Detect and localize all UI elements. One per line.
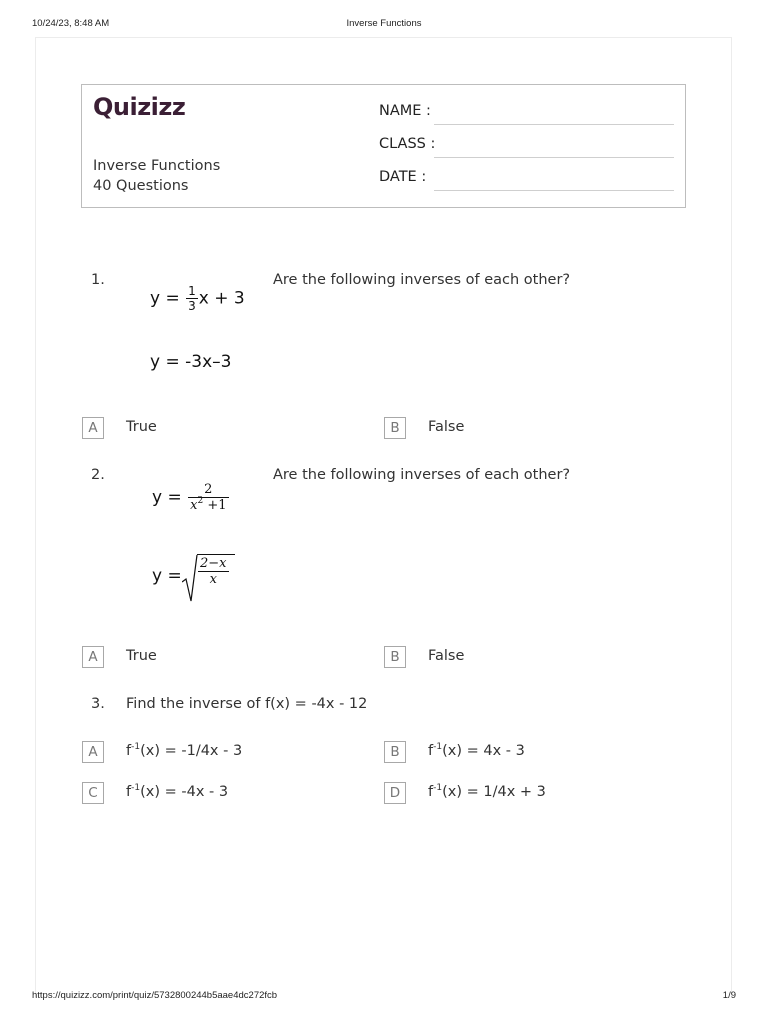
question-count: 40 Questions bbox=[93, 178, 189, 194]
name-field[interactable] bbox=[379, 101, 674, 125]
name-line[interactable] bbox=[434, 124, 674, 125]
fraction-numerator: 2 bbox=[204, 482, 213, 497]
option-text-a: True bbox=[126, 419, 157, 435]
option-box-a[interactable]: A bbox=[82, 741, 104, 763]
question-prompt: Are the following inverses of each other? bbox=[273, 467, 571, 483]
print-header bbox=[32, 18, 736, 32]
option-expression: (x) = -1/4x - 3 bbox=[140, 743, 243, 759]
option-text-b bbox=[428, 743, 525, 759]
fraction-denominator bbox=[188, 497, 228, 513]
option-text-a: True bbox=[126, 648, 157, 664]
fraction-denominator: 3 bbox=[188, 299, 196, 313]
denominator-rest: +1 bbox=[203, 498, 227, 513]
option-box-b[interactable]: B bbox=[384, 646, 406, 668]
question-number: 3. bbox=[91, 696, 105, 712]
function-name: f bbox=[126, 743, 132, 759]
worksheet-header-box bbox=[81, 84, 686, 208]
equation-2a bbox=[152, 482, 230, 513]
option-box-a[interactable]: A bbox=[82, 646, 104, 668]
fraction bbox=[198, 556, 229, 587]
question-number: 2. bbox=[91, 467, 105, 483]
fraction-denominator: x bbox=[198, 571, 229, 587]
question-number: 1. bbox=[91, 272, 105, 288]
date-field[interactable] bbox=[379, 167, 674, 191]
function-name: f bbox=[126, 784, 132, 800]
fraction bbox=[186, 284, 198, 313]
option-box-d[interactable]: D bbox=[384, 782, 406, 804]
inverse-exponent: -1 bbox=[131, 742, 141, 752]
function-name: f bbox=[428, 743, 434, 759]
option-text-b: False bbox=[428, 648, 465, 664]
date-label: DATE : bbox=[379, 169, 427, 185]
print-title: Inverse Functions bbox=[346, 18, 422, 29]
question-prompt: Find the inverse of f(x) = -4x - 12 bbox=[126, 696, 368, 712]
denominator-exponent: 2 bbox=[197, 496, 204, 506]
inverse-exponent: -1 bbox=[433, 783, 443, 793]
class-field[interactable] bbox=[379, 134, 674, 158]
equation-1b: y = -3x–3 bbox=[150, 352, 232, 372]
class-label: CLASS : bbox=[379, 136, 436, 152]
option-box-c[interactable]: C bbox=[82, 782, 104, 804]
equation-lhs: y = bbox=[152, 487, 182, 508]
inverse-exponent: -1 bbox=[433, 742, 443, 752]
inverse-exponent: -1 bbox=[131, 783, 141, 793]
radical-sign bbox=[182, 554, 198, 604]
option-text-c bbox=[126, 784, 228, 800]
option-text-b: False bbox=[428, 419, 465, 435]
radical-bar bbox=[197, 554, 235, 555]
option-box-b[interactable]: B bbox=[384, 741, 406, 763]
equation-1a bbox=[150, 284, 245, 313]
quizizz-logo: Quizizz bbox=[93, 93, 186, 121]
print-url[interactable]: https://quizizz.com/print/quiz/5732800244b5aae4dc272fcb bbox=[32, 990, 278, 1001]
equation-rest: x + 3 bbox=[198, 288, 245, 309]
option-expression: (x) = 1/4x + 3 bbox=[442, 784, 546, 800]
option-box-a[interactable]: A bbox=[82, 417, 104, 439]
class-line[interactable] bbox=[434, 157, 674, 158]
name-label: NAME : bbox=[379, 103, 431, 119]
print-datetime: 10/24/23, 8:48 AM bbox=[32, 18, 110, 29]
equation-lhs: y = bbox=[150, 288, 180, 309]
option-expression: (x) = 4x - 3 bbox=[442, 743, 525, 759]
print-page-number: 1/9 bbox=[722, 990, 736, 1001]
option-text-d bbox=[428, 784, 546, 800]
denominator-variable: x bbox=[190, 498, 198, 513]
fraction-numerator: 1 bbox=[188, 284, 196, 298]
question-prompt: Are the following inverses of each other? bbox=[273, 272, 571, 288]
equation-lhs: y = bbox=[152, 566, 182, 586]
date-line[interactable] bbox=[434, 190, 674, 191]
fraction bbox=[188, 482, 228, 513]
option-text-a bbox=[126, 743, 242, 759]
option-box-b[interactable]: B bbox=[384, 417, 406, 439]
option-expression: (x) = -4x - 3 bbox=[140, 784, 229, 800]
quiz-title: Inverse Functions bbox=[93, 158, 221, 174]
fraction-numerator: 2−x bbox=[200, 556, 227, 571]
function-name: f bbox=[428, 784, 434, 800]
print-footer bbox=[32, 990, 736, 1004]
